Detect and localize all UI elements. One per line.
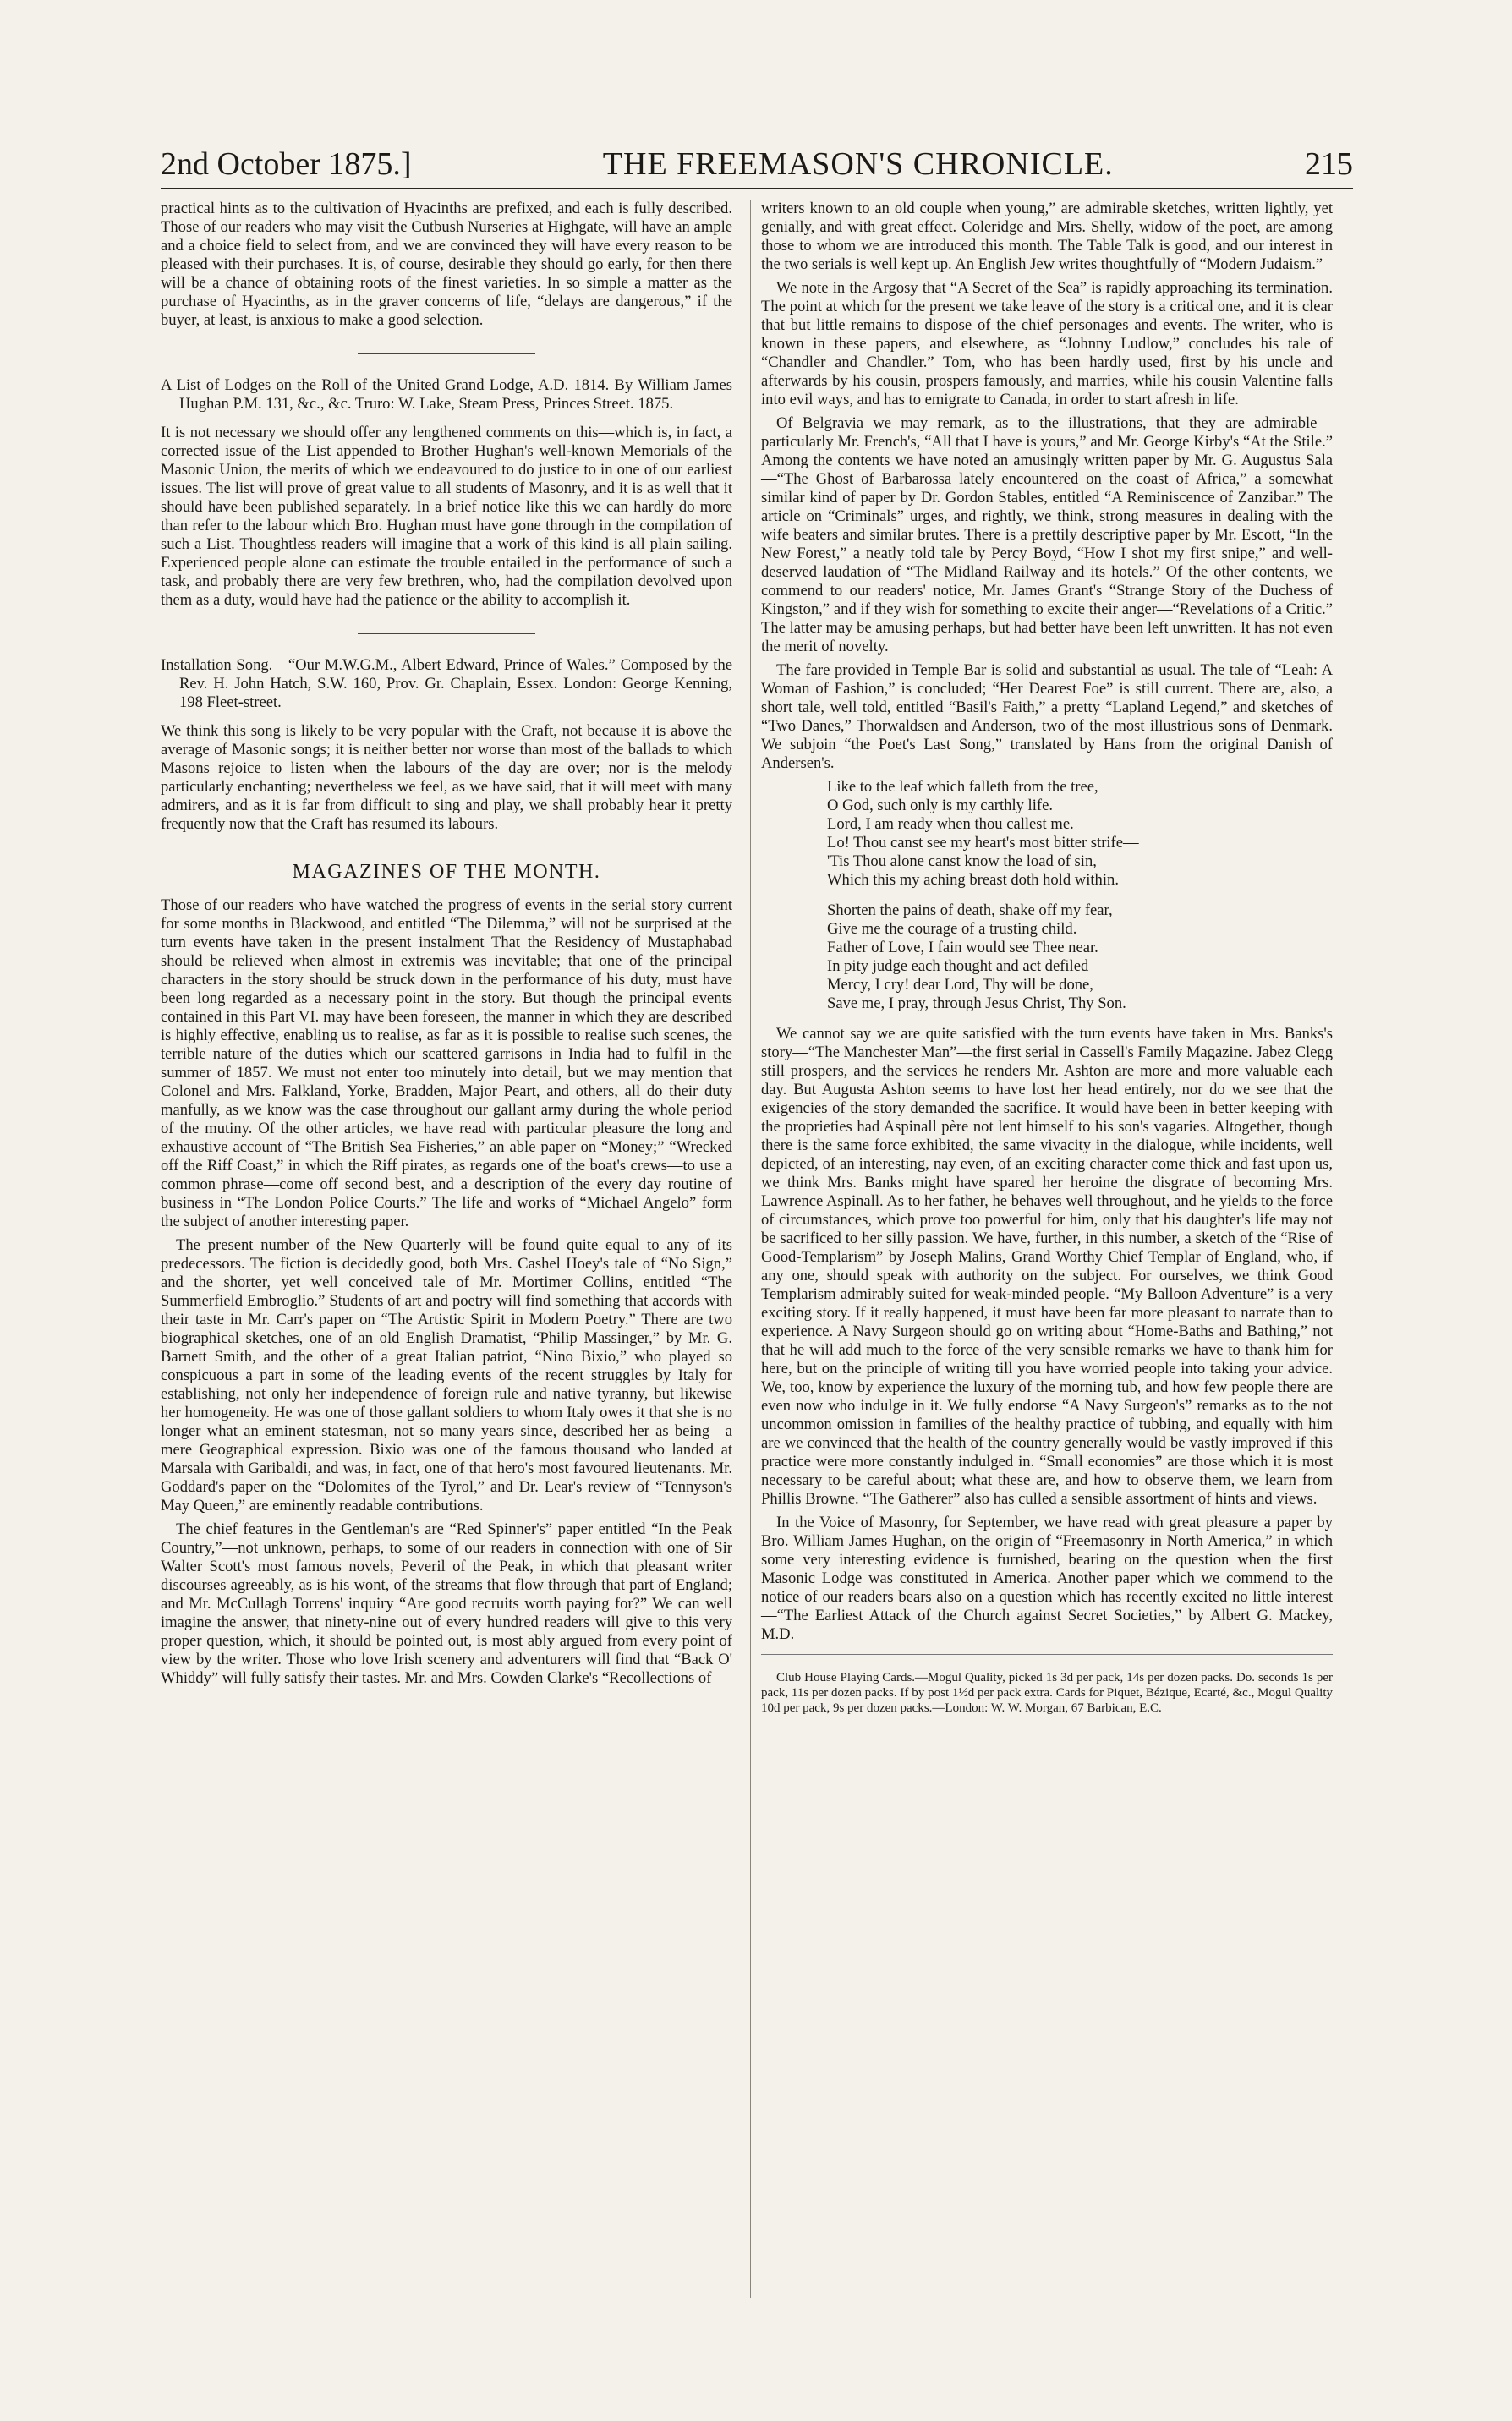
poem-line: 'Tis Thou alone canst know the load of sin,	[827, 852, 1097, 870]
magazines-paragraph-gentlemans: The chief features in the Gentleman's are “Red Spinner's” paper entitled “In the Peak Country,”—not unknown, perhaps, to some of our readers in connection with one of Sir Walter Scott's most famous novels, Peveril of the Peak, in which that pleasant writer discourses agreeably, as is his wont, of the streams that flow through that part of England; and Mr. McCullagh Torrens' inquiry “Are good recruits worth paying for?” We can well imagine the answer, that ninety-nine out of every hundred readers will give to this very proper question, which, it should be pointed out, is most ably argued from every point of view by the writer. Those who love Irish scenery and adventurers will find that “Back O' Whiddy” will fully satisfy their tastes. Mr. and Mrs. Cowden Clarke's “Recollections of	[161, 1520, 732, 1687]
magazines-paragraph-cassells: We cannot say we are quite satisfied with the turn events have taken in Mrs. Banks's story—“The Manchester Man”—the first serial in Cassell's Family Magazine. Jabez Clegg still prospers, and the services he renders Mr. Ashton are more and more valuable each day. But Augusta Ashton seems to have lost her head entirely, nor do we see that the exigencies of the story demanded the sacrifice. It would have been in better keeping with the proprieties had Aspinall père not lent himself to his son's vagaries. Altogether, though there is the same force exhibited, the same vivacity in the dialogue, while incidents, well depicted, of an interesting, nay even, of an exciting character come thick and fast upon us, we think Mrs. Banks might have spared her heroine the disgrace of becoming Mrs. Lawrence Aspinall. As to her father, he behaves well throughout, and he yields to the force of circumstances, which prove too powerful for him, only that his daughter's life may not be sacrificed to her silly passion. We have, further, in this number, a sketch of the “Rise of Good-Templarism” by Joseph Malins, Grand Worthy Chief Templar of England, who, if any one, should speak with authority on the subject. For ourselves, we think Good Templarism admirably suited for weak-minded people. “My Balloon Adventure” is a very exciting story. If it really happened, it must have been far more pleasant to narrate than to experience. A Navy Surgeon should go on writing about “Home-Baths and Bathing,” not that he will add much to the force of the very sensible remarks we have to thank him for here, but on the principle of writing till you have worried people into taking your advice. We, too, know by experience the luxury of the morning tub, and how few people there are even now who indulge in it. We fully endorse “A Navy Surgeon's” remarks as to the not uncommon omission in families of the healthy practice of tubbing, and equally with him are we convinced that the health of the country generally would be vastly improved if this practice were more constantly indulged in. “Small economies” are those which it is most necessary to be careful about; what these are, and how to observe them, we learn from Phillis Browne. “The Gatherer” also has culled a sensible assortment of hints and views.	[761, 1025, 1333, 1508]
magazines-paragraph-blackwood: Those of our readers who have watched the progress of events in the serial story current for some months in Blackwood, and entitled “The Dilemma,” will not be surprised at the turn events have taken in the present instalment That the Residency of Mustaphabad should be relieved when almost in extremis was inevitable; that one of the principal characters in the story should be struck down in the performance of his duty, must have been long regarded as a necessary point in the story. But though the principal events contained in this Part VI. may have been foreseen, the manner in which they are described is highly effective, enabling us to realise, as far as it is possible to realise such scenes, the terrible nature of the duties which our scattered garrisons in India had to fulfil in the summer of 1857. We must not enter too minutely into detail, but we may mention that Colonel and Mrs. Falkland, Yorke, Bradden, Major Peart, and others, all do their duty manfully, as we know was the case throughout our gallant army during the whole period of the mutiny. Of the other articles, we have read with particular pleasure the long and exhaustive account of “The British Sea Fisheries,” an able paper on “Money;” “Wrecked off the Riff Coast,” in which the Riff pirates, as regards one of the boat's crews—to use a common phrase—come off second best, and a description of the every day routine of business in “The London Police Courts.” The life and works of “Michael Angelo” form the subject of another interesting paper.	[161, 896, 732, 1230]
review-title-song: Installation Song.—“Our M.W.G.M., Albert Edward, Prince of Wales.” Composed by the Rev. H. John Hatch, S.W. 160, Prov. Gr. Chaplain, Essex. London: George Kenning, 198 Fleet-street.	[161, 656, 732, 711]
magazines-paragraph-belgravia: Of Belgravia we may remark, as to the illustrations, that they are admirable—particularly Mr. French's, “All that I have is yours,” and Mr. George Kirby's “At the Stile.” Among the contents we have noted an amusingly written paper by Mr. G. Augustus Sala—“The Ghost of Barbarossa lately encountered on the coast of Africa,” a somewhat similar kind of paper by Dr. Gordon Stables, entitled “A Reminiscence of Zanzibar.” The article on “Criminals” urges, and rightly, we think, strong measures in dealing with the wife beaters and similar brutes. There is a prettily descriptive paper by Mr. Escott, “In the New Forest,” a neatly told tale by Percy Boyd, “How I shot my first snipe,” and well-deserved laudation of “The Midland Railway and its hotels.” Of the other contents, we commend to our readers' notice, Mr. James Grant's “Strange Story of the Duchess of Kingston,” and if they wish for something to excite their anger—“Revelations of a Critic.” The latter may be amusing perhaps, but had better have been left unwritten. It has not even the merit of novelty.	[761, 414, 1333, 655]
poem-line: In pity judge each thought and act defiled—	[827, 957, 1104, 975]
poem-line: Save me, I pray, through Jesus Christ, Thy Son.	[827, 994, 1126, 1012]
magazines-paragraph-recollections: writers known to an old couple when young,” are admirable sketches, written lightly, yet genially, and with great effect. Coleridge and Mrs. Shelly, widow of the poet, are among those to whom we are introduced this month. The Table Talk is good, and our interest in the two serials is well kept up. An English Jew writes thoughtfully of “Modern Judaism.”	[761, 200, 1333, 273]
issue-date: 2nd October 1875.]	[161, 146, 412, 182]
magazines-paragraph-argosy: We note in the Argosy that “A Secret of the Sea” is rapidly approaching its termination. The point at which for the present we take leave of the story is a critical one, and it is clear that but little remains to dispose of the chief personages and events. The writer, who is known in these papers, and elsewhere, as “Johnny Ludlow,” concludes his tale of “Chandler and Chandler.” Tom, who has been hardly used, first by his uncle and afterwards by his cousin, prospers famously, and marries, while his cousin Valentine falls into evil ways, and has to emigrate to Canada, in order to start afresh in life.	[761, 279, 1333, 408]
poem-line: Father of Love, I fain would see Thee near.	[827, 939, 1098, 956]
poem-poets-last-song	[827, 778, 1333, 1013]
hyacinth-paragraph: practical hints as to the cultivation of Hyacinths are prefixed, and each is fully described. Those of our readers who may visit the Cutbush Nurseries at Highgate, will have an ample and a choice field to select from, and we are convinced they will have every reason to be pleased with their purchases. It is, of course, desirable they should go early, for then there will be a chance of obtaining roots of the finest varieties. In so simple a matter as the purchase of Hyacinths, as in the graver concerns of life, “delays are dangerous,” if the buyer, at least, is anxious to make a good selection.	[161, 200, 732, 329]
section-heading: MAGAZINES OF THE MONTH.	[292, 861, 601, 883]
right-column	[761, 200, 1333, 1721]
page-number: 215	[1305, 146, 1353, 182]
advertisement-playing-cards: Club House Playing Cards.—Mogul Quality, picked 1s 3d per pack, 14s per dozen packs. Do. seconds 1s per pack, 11s per dozen packs. If by post 1½d per pack extra. Cards for Piquet, Bézique, Ecarté, &c., Mogul Quality 10d per pack, 9s per dozen packs.—London: W. W. Morgan, 67 Barbican, E.C.	[761, 1671, 1333, 1715]
publication-title: THE FREEMASON'S CHRONICLE.	[602, 146, 1114, 182]
poem-line: Which this my aching breast doth hold within.	[827, 871, 1119, 889]
poem-line: Give me the courage of a trusting child.	[827, 920, 1077, 938]
page-header	[161, 135, 1353, 183]
magazines-paragraph-temple-bar: The fare provided in Temple Bar is solid and substantial as usual. The tale of “Leah: A Woman of Fashion,” is concluded; “Her Dearest Foe” is still current. There are, also, a short tale, well told, entitled “Basil's Faith,” a pretty “Lapland Legend,” and sketches of “Two Danes,” Thorwaldsen and Anderson, two of the most illustrious sons of Denmark. We subjoin “the Poet's Last Song,” translated by Hans from the original Danish of Andersen's.	[761, 661, 1333, 772]
left-column	[161, 200, 732, 1693]
review-title-lodges: A List of Lodges on the Roll of the United Grand Lodge, A.D. 1814. By William James Hughan P.M. 131, &c., &c. Truro: W. Lake, Steam Press, Princes Street. 1875.	[161, 376, 732, 413]
header-rule	[161, 188, 1353, 189]
magazines-paragraph-new-quarterly: The present number of the New Quarterly will be found quite equal to any of its predecessors. The fiction is decidedly good, both Mrs. Cashel Hoey's tale of “No Sign,” and the shorter, yet well conceived tale of Mr. Mortimer Collins, entitled “The Summerfield Embroglio.” Students of art and poetry will find something that accords with their taste in Mr. Carr's paper on “The Artistic Spirit in Modern Poetry.” There are two biographical sketches, one of an old English Dramatist, “Philip Massinger,” by Mr. G. Barnett Smith, and the other of a great Italian patriot, “Nino Bixio,” who played so conspicuous a part in some of the leading events of the recent struggles by Italy for establishing, not only her independence of foreign rule and native tyranny, but likewise her homogeneity. He was one of those gallant soldiers to whom Italy owes it that she is no longer what an eminent statesman, not so many years since, described her as being—a mere Geographical expression. Bixio was one of the famous thousand who landed at Marsala with Garibaldi, and was, in fact, one of that hero's most favoured lieutenants. Mr. Goddard's paper on the “Dolomites of the Tyrol,” and Dr. Lear's review of “Tennyson's May Queen,” are eminently readable contributions.	[161, 1236, 732, 1514]
column-divider	[750, 200, 751, 2298]
poem-line: Shorten the pains of death, shake off my fear,	[827, 901, 1113, 919]
stanza-gap	[827, 890, 1333, 901]
advert-rule	[761, 1654, 1333, 1655]
section-rule	[358, 353, 535, 354]
poem-line: Mercy, I cry! dear Lord, Thy will be done,	[827, 976, 1093, 994]
poem-line: Lo! Thou canst see my heart's most bitter strife—	[827, 834, 1139, 852]
review-body-lodges: It is not necessary we should offer any lengthened comments on this—which is, in fact, a corrected issue of the List appended to Brother Hughan's well-known Memorials of the Masonic Union, the merits of which we endeavoured to do justice to in one of our earliest issues. The list will prove of great value to all students of Masonry, and it is as well that it should have been published separately. In a brief notice like this we can hardly do more than refer to the labour which Bro. Hughan must have gone through in the compilation of such a List. Thoughtless readers will imagine that a work of this kind is all plain sailing. Experienced people alone can estimate the trouble entailed in the performance of such a task, and probably there are very few brethren, who, had the compilation devolved upon them as a duty, would have had the patience or the ability to accomplish it.	[161, 424, 732, 609]
magazines-paragraph-voice-of-masonry: In the Voice of Masonry, for September, we have read with great pleasure a paper by Bro. William James Hughan, on the origin of “Freemasonry in North America,” in which some very interesting evidence is furnished, bearing on the question when the first Masonic Lodge was constituted in America. Another paper which we commend to the notice of our readers bears also on a question which has recently excited no little interest—“The Earliest Attack of the Church against Secret Societies,” by Albert G. Mackey, M.D.	[761, 1514, 1333, 1643]
review-body-song: We think this song is likely to be very popular with the Craft, not because it is above the average of Masonic songs; it is neither better nor worse than most of the ballads to which Masons rejoice to listen when the labours of the day are over; nor is the melody particularly enchanting; nevertheless we feel, as we have said, that it will meet with many admirers, and as it is far from difficult to sing and play, we shall probably hear it pretty frequently now that the Craft has resumed its labours.	[161, 722, 732, 833]
poem-line: Like to the leaf which falleth from the tree,	[827, 778, 1098, 796]
section-rule	[358, 633, 535, 634]
poem-line: Lord, I am ready when thou callest me.	[827, 815, 1074, 833]
poem-line: O God, such only is my carthly life.	[827, 797, 1053, 814]
